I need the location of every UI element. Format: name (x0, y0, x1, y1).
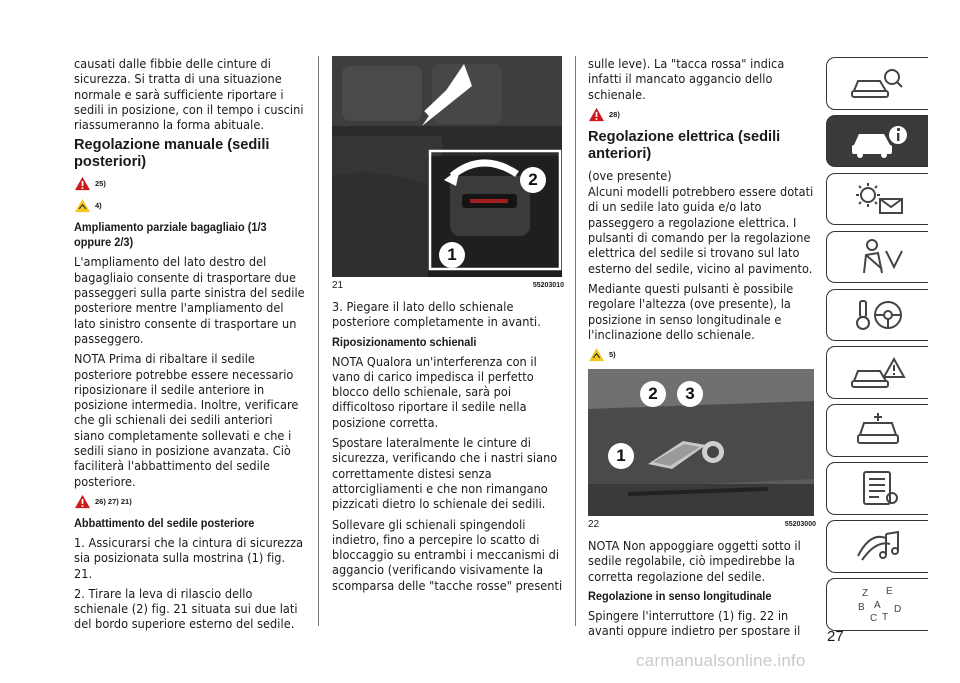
warning-reference (74, 176, 306, 191)
index-letter: T (881, 612, 888, 624)
tab-index[interactable] (826, 578, 928, 631)
step-paragraph: 2. Tirare la leva di rilascio dello schienale (2) fig. 21 situata sui due lati del bordo superiore esterno del sedile. (74, 585, 298, 632)
tab-dashboard-lights[interactable] (826, 173, 928, 226)
warning-reference (74, 494, 306, 509)
caution-warning-icon (588, 347, 605, 362)
paragraph: Alcuni modelli potrebbero essere dotati di un sedile lato guida e/o lato passeggero a regolazione elettrica. I pulsanti di comando per la regolazione elettrica del sedile si trovano sul lato esterno del sedile, vicino al pavimento. (588, 184, 814, 276)
step-paragraph: 1. Assicurarsi che la cintura di sicurezza sia posizionata sulla mostrina (1) fig. 21. (74, 534, 304, 581)
figure-number: 21 (332, 280, 344, 291)
caution-reference (74, 198, 306, 213)
chapter-tabs (826, 57, 928, 636)
car-info-icon (846, 121, 910, 161)
warning-ref-number: 25) (95, 179, 106, 189)
subheading: Abbattimento del sedile posteriore (74, 515, 255, 530)
tab-getting-to-know[interactable] (826, 57, 928, 110)
tab-multimedia[interactable] (826, 520, 928, 573)
caution-ref-number: 5) (609, 350, 616, 360)
media-connect-icon (846, 526, 910, 566)
car-warning-icon (846, 353, 910, 393)
caution-reference (588, 347, 816, 362)
index-letter: C (869, 613, 877, 625)
figure-21-photo (332, 56, 562, 277)
left-column (74, 56, 306, 637)
key-steering-wheel-icon (846, 295, 910, 335)
figure-22-photo (588, 369, 814, 516)
warning-ref-number: 28) (609, 109, 620, 119)
figure-caption (588, 519, 816, 530)
lights-mail-icon (846, 179, 910, 219)
note-paragraph: NOTA Prima di ribaltare il sedile posteriore potrebbe essere necessario riposizionare il sedile anteriore in posizione intermedia. Inoltre, verificare che gli schienali dei sedili anteriori siano completamente sollevati e che i sedili siano in posizione avanzata. Ciò faciliterà l'abbattimento del sedile posteriore. (74, 351, 299, 489)
callout-2: 2 (640, 381, 666, 407)
caution-ref-number: 4) (95, 201, 102, 211)
figure-code: 55203000 (784, 521, 816, 529)
figure-caption (332, 280, 564, 291)
car-search-icon (846, 63, 910, 103)
paragraph: causati dalle fibbie delle cinture di sicurezza. Si tratta di una situazione normale e sarà sufficiente riportare i sedili in posizione, con il tempo i cuscini riassumeranno la forma abituale. (74, 56, 304, 133)
paragraph: L'ampliamento del lato destro del bagagliaio consente di trasportare due passeggeri sulla parte sinistra del sedile posteriore mentre l'ampliamento del lato sinistro consente di trasportare un passeggero. (74, 254, 305, 346)
index-letter: B (857, 602, 865, 614)
index-letters-icon (846, 584, 910, 624)
paragraph: Mediante questi pulsanti è possibile regolare l'altezza (ove presente), la posizione in senso longitudinale e l'inclinazione dello schienale. (588, 280, 794, 342)
paragraph: Spingere l'interruttore (1) fig. 22 in avanti oppure indietro per spostare il (588, 608, 801, 639)
paragraph: sulle leve). La "tacca rossa" indica infatti il mancato aggancio dello schienale. (588, 56, 785, 102)
section-heading: Regolazione manuale (sedili posteriori) (74, 137, 270, 171)
warning-reference (588, 107, 816, 122)
column-divider (575, 56, 576, 626)
figure-code: 55203010 (532, 282, 564, 289)
seatbelt-person-icon (846, 237, 910, 277)
tab-vehicle-info[interactable] (826, 115, 928, 168)
danger-warning-icon (588, 107, 605, 122)
paragraph: Sollevare gli schienali spingendoli indietro, fino a percepire lo scatto di bloccaggio su entrambi i meccanismi di aggancio (verificando visivamente la scomparsa delle "tacche rosse" presenti (332, 516, 563, 593)
index-letter: A (873, 600, 881, 612)
danger-warning-icon (74, 494, 91, 509)
specs-list-icon (846, 468, 910, 508)
index-letter: Z (861, 588, 868, 600)
index-letter: D (893, 604, 901, 616)
subheading: Regolazione in senso longitudinale (588, 589, 772, 604)
middle-column (332, 56, 564, 598)
danger-warning-icon (74, 176, 91, 191)
watermark: carmanualsonline.info (636, 651, 806, 670)
callout-1: 1 (608, 443, 634, 469)
tab-starting-driving[interactable] (826, 289, 928, 342)
right-column (588, 56, 816, 644)
subheading: Ampliamento parziale bagagliaio (1/3 oppure 2/3) (74, 220, 267, 250)
callout-2: 2 (520, 167, 546, 193)
caution-warning-icon (74, 198, 91, 213)
tab-emergency[interactable] (826, 346, 928, 399)
car-service-icon (846, 411, 910, 451)
step-paragraph: 3. Piegare il lato dello schienale posteriore completamente in avanti. (332, 299, 541, 330)
warning-ref-numbers: 26) 27) 21) (95, 496, 132, 506)
tab-technical-specs[interactable] (826, 462, 928, 515)
callout-1: 1 (439, 242, 465, 268)
tab-safety[interactable] (826, 231, 928, 284)
column-divider (318, 56, 319, 626)
figure-number: 22 (588, 519, 600, 531)
paragraph: Spostare lateralmente le cinture di sicurezza, verificando che i nastri siano correttamente distesi senza attorcigliamenti e che non rimangano pizzicati dietro lo schienale dei sedili. (332, 435, 558, 512)
note-paragraph: NOTA Non appoggiare oggetti sotto il sedile regolabile, ciò impedirebbe la corretta regolazione del sedile. (588, 538, 801, 584)
note-paragraph: NOTA Qualora un'interferenza con il vano di carico impedisca il perfetto blocco dello schienale, sarà poi difficoltoso riportare il sedile nella posizione corretta. (332, 353, 537, 430)
section-heading: Regolazione elettrica (sedili anteriori) (588, 128, 781, 162)
index-letter: E (885, 586, 893, 598)
subheading: Riposizionamento schienali (332, 334, 477, 349)
availability-note: (ove presente) (588, 167, 672, 183)
callout-3: 3 (677, 381, 703, 407)
page-number: 27 (827, 628, 844, 645)
tab-servicing[interactable] (826, 404, 928, 457)
